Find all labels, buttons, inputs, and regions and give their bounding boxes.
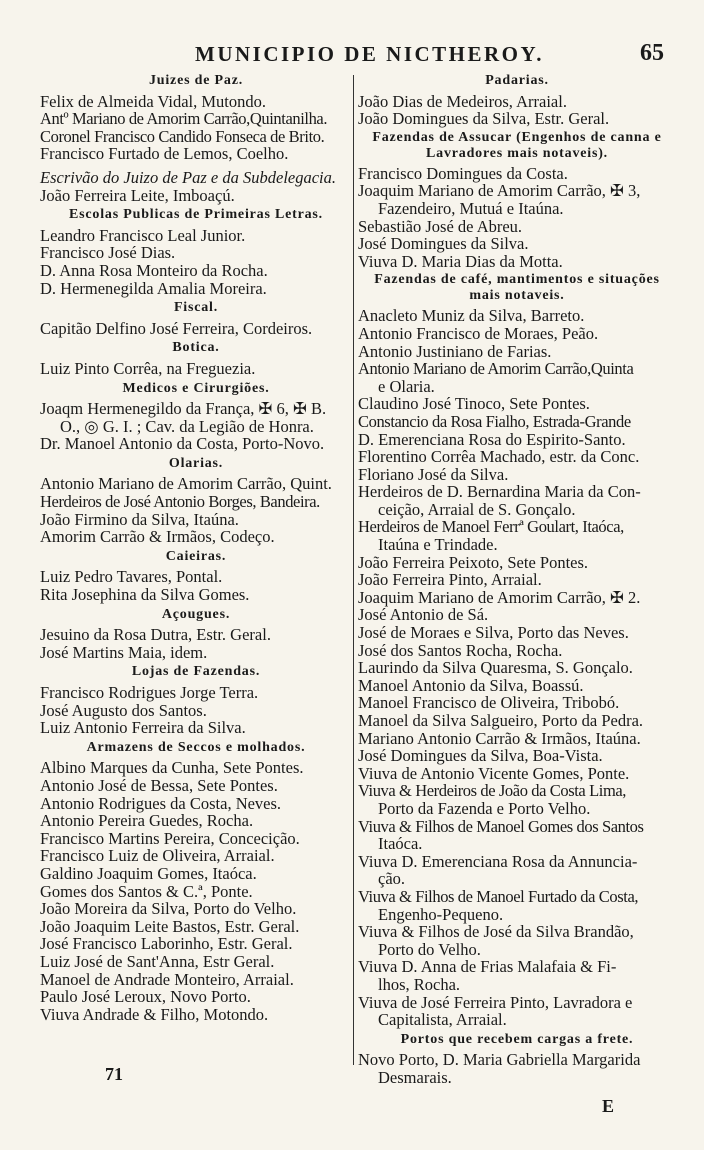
directory-entry: Anacleto Muniz da Silva, Barreto. xyxy=(358,306,585,326)
page-number: 65 xyxy=(640,40,664,66)
directory-entry: Itaóca. xyxy=(378,834,423,854)
directory-entry: João Dias de Medeiros, Arraial. xyxy=(358,91,567,111)
directory-entry: Porto do Velho. xyxy=(378,939,481,959)
directory-entry: Viuva D. Emerenciana Rosa da Annuncia- xyxy=(358,851,638,871)
directory-entry: D. Anna Rosa Monteiro da Rocha. xyxy=(40,260,268,280)
directory-entry: José de Moraes e Silva, Porto das Neves. xyxy=(358,623,629,643)
directory-entry: Novo Porto, D. Maria Gabriella Margarida xyxy=(358,1050,641,1070)
directory-entry: Dr. Manoel Antonio da Costa, Porto-Novo. xyxy=(40,434,325,454)
section-heading: Armazens de Seccos e molhados. xyxy=(86,739,306,755)
directory-entry: Antonio Rodrigues da Costa, Neves. xyxy=(40,793,282,813)
directory-entry: Sebastião José de Abreu. xyxy=(358,216,523,236)
directory-entry: Viuva & Herdeiros de João da Costa Lima, xyxy=(358,781,627,801)
directory-entry: O., ◎ G. I. ; Cav. da Legião de Honra. xyxy=(60,416,314,436)
section-heading: Juizes de Paz. xyxy=(148,73,244,88)
directory-entry: José Domingues da Silva, Boa-Vista. xyxy=(358,746,603,766)
section-heading: Açougues. xyxy=(161,606,231,622)
directory-entry: Viuva & Filhos de Manoel Gomes dos Santos xyxy=(358,816,644,836)
section-heading: Olarias. xyxy=(168,455,224,471)
directory-entry: José Domingues da Silva. xyxy=(358,234,529,254)
directory-entry: Albino Marques da Cunha, Sete Pontes. xyxy=(40,758,304,778)
directory-entry: José Francisco Laborinho, Estr. Geral. xyxy=(40,934,293,954)
directory-entry: Antonio Mariano de Amorim Carrão, Quint. xyxy=(40,474,332,494)
section-heading: Botica. xyxy=(172,340,220,356)
directory-entry: Francisco Martins Pereira, Concecição. xyxy=(40,828,300,848)
directory-entry: João Ferreira Peixoto, Sete Pontes. xyxy=(358,552,589,572)
printer-signature-number: 71 xyxy=(105,1064,123,1084)
directory-entry: José Martins Maia, idem. xyxy=(40,642,208,662)
directory-entry: Viuva & Filhos de Manoel Furtado da Costa, xyxy=(358,886,639,906)
directory-entry: Fazendeiro, Mutuá e Itaúna. xyxy=(378,198,564,218)
directory-entry: Laurindo da Silva Quaresma, S. Gonçalo. xyxy=(358,658,633,678)
directory-entry: João Ferreira Pinto, Arraial. xyxy=(358,570,542,590)
directory-entry: Viuva Andrade & Filho, Motondo. xyxy=(40,1004,269,1024)
directory-entry: Constancio da Rosa Fialho, Estrada-Grande xyxy=(358,411,631,431)
directory-entry: Florentino Corrêa Machado, estr. da Conc. xyxy=(358,447,640,467)
section-heading: Lojas de Fazendas. xyxy=(131,664,261,680)
directory-entry: Antº Mariano de Amorim Carrão,Quintanilha. xyxy=(40,109,328,129)
directory-entry: Viuva D. Anna de Frias Malafaia & Fi- xyxy=(358,957,617,977)
directory-entry: Porto da Fazenda e Porto Velho. xyxy=(378,798,591,818)
section-heading: Escolas Publicas de Primeiras Letras. xyxy=(69,207,323,223)
directory-entry: Escrivão do Juizo de Paz e da Subdelegacia. xyxy=(40,167,337,187)
directory-entry: José Antonio de Sá. xyxy=(358,605,489,625)
directory-entry: Manoel Francisco de Oliveira, Tribobó. xyxy=(358,693,620,713)
directory-entry: Francisco Luiz de Oliveira, Arraial. xyxy=(40,846,275,866)
directory-entry: Engenho-Pequeno. xyxy=(378,904,504,924)
directory-entry: Luiz Antonio Ferreira da Silva. xyxy=(40,718,246,738)
directory-entry: D. Hermenegilda Amalia Moreira. xyxy=(40,278,267,298)
directory-entry: Herdeiros de José Antonio Borges, Bandeira. xyxy=(40,492,320,512)
directory-entry: José Augusto dos Santos. xyxy=(40,700,207,720)
directory-entry: Herdeiros de D. Bernardina Maria da Con- xyxy=(358,482,641,502)
directory-entry: Manoel de Andrade Monteiro, Arraial. xyxy=(40,969,294,989)
left-column xyxy=(40,70,352,1023)
directory-entry: Claudino José Tinoco, Sete Pontes. xyxy=(358,394,590,414)
directory-entry: Joaquim Mariano de Amorim Carrão, ✠ 3, xyxy=(358,181,641,201)
section-heading: Padarias. xyxy=(485,73,549,88)
running-title: MUNICIPIO DE NICTHEROY. xyxy=(195,42,545,66)
directory-entry: Jesuino da Rosa Dutra, Estr. Geral. xyxy=(40,625,271,645)
section-heading: Fazendas de café, mantimentos e situações mais notaveis. xyxy=(374,272,660,304)
directory-entry: João Firmino da Silva, Itaúna. xyxy=(40,509,239,529)
directory-entry: Leandro Francisco Leal Junior. xyxy=(40,225,246,245)
directory-entry: Viuva de Antonio Vicente Gomes, Ponte. xyxy=(358,763,630,783)
directory-entry: Galdino Joaquim Gomes, Itaóca. xyxy=(40,863,257,883)
directory-entry: lhos, Rocha. xyxy=(378,974,461,994)
directory-entry: Antonio Francisco de Moraes, Peão. xyxy=(358,323,599,343)
directory-entry: João Ferreira Leite, Imboaçú. xyxy=(40,185,235,205)
directory-entry: Desmarais. xyxy=(378,1067,452,1087)
directory-entry: Francisco Rodrigues Jorge Terra. xyxy=(40,683,259,702)
directory-entry: Antonio Mariano de Amorim Carrão,Quinta xyxy=(358,359,634,379)
printer-signature-letter: E xyxy=(602,1096,615,1116)
directory-entry: Francisco Furtado de Lemos, Coelho. xyxy=(40,144,289,164)
directory-entry: José dos Santos Rocha, Rocha. xyxy=(358,640,563,660)
column-divider xyxy=(353,75,354,1065)
directory-entry: Mariano Antonio Carrão & Irmãos, Itaúna. xyxy=(358,728,641,748)
directory-entry: Viuva D. Maria Dias da Motta. xyxy=(358,251,563,271)
directory-entry: Luiz Pedro Tavares, Pontal. xyxy=(40,567,223,587)
directory-entry: Viuva & Filhos de José da Silva Brandão, xyxy=(358,922,634,942)
section-heading: Fazendas de Assucar (Engenhos de canna e Lavradores mais notaveis). xyxy=(372,129,662,161)
directory-entry: Capitão Delfino José Ferreira, Cordeiros. xyxy=(40,318,313,338)
directory-entry: Viuva de José Ferreira Pinto, Lavradora e xyxy=(358,992,633,1012)
directory-entry: Francisco José Dias. xyxy=(40,243,176,263)
directory-entry: Joaqm Hermenegildo da França, ✠ 6, ✠ B. xyxy=(40,399,327,419)
directory-entry: Floriano José da Silva. xyxy=(358,464,509,484)
directory-entry: e Olaria. xyxy=(378,376,435,396)
directory-entry: Luiz Pinto Corrêa, na Freguezia. xyxy=(40,358,256,378)
directory-entry: Francisco Domingues da Costa. xyxy=(358,163,568,183)
directory-entry: Itaúna e Trindade. xyxy=(378,535,498,555)
directory-entry: D. Emerenciana Rosa do Espirito-Santo. xyxy=(358,429,626,449)
directory-entry: João Joaquim Leite Bastos, Estr. Geral. xyxy=(40,916,300,936)
directory-entry: Amorim Carrão & Irmãos, Codeço. xyxy=(40,527,275,547)
directory-entry: João Domingues da Silva, Estr. Geral. xyxy=(358,109,610,129)
section-heading: Caieiras. xyxy=(165,548,227,564)
section-heading: Portos que recebem cargas a frete. xyxy=(400,1031,634,1047)
directory-entry: Coronel Francisco Candido Fonseca de Brito. xyxy=(40,126,325,146)
directory-entry: ção. xyxy=(378,869,406,889)
directory-entry: Paulo José Leroux, Novo Porto. xyxy=(40,987,251,1007)
directory-entry: Rita Josephina da Silva Gomes. xyxy=(40,585,250,605)
directory-entry: Antonio José de Bessa, Sete Pontes. xyxy=(40,775,278,795)
directory-entry: Luiz José de Sant'Anna, Estr Geral. xyxy=(40,951,275,971)
directory-entry: Herdeiros de Manoel Ferrª Goulart, Itaóca, xyxy=(358,517,624,537)
directory-entry: Antonio Pereira Guedes, Rocha. xyxy=(40,811,254,831)
directory-entry: ceição, Arraial de S. Gonçalo. xyxy=(378,499,576,519)
directory-entry: Gomes dos Santos & C.ª, Ponte. xyxy=(40,881,253,901)
section-heading: Medicos e Cirurgiões. xyxy=(122,380,270,396)
directory-entry: João Moreira da Silva, Porto do Velho. xyxy=(40,899,297,919)
directory-entry: Joaquim Mariano de Amorim Carrão, ✠ 2. xyxy=(358,587,641,607)
directory-entry: Felix de Almeida Vidal, Mutondo. xyxy=(40,91,267,111)
right-column xyxy=(358,70,676,1086)
directory-entry: Manoel Antonio da Silva, Boassú. xyxy=(358,675,584,695)
directory-entry: Manoel da Silva Salgueiro, Porto da Pedra. xyxy=(358,711,644,730)
directory-entry: Capitalista, Arraial. xyxy=(378,1010,507,1030)
directory-entry: Antonio Justiniano de Farias. xyxy=(358,341,552,361)
section-heading: Fiscal. xyxy=(173,300,219,316)
